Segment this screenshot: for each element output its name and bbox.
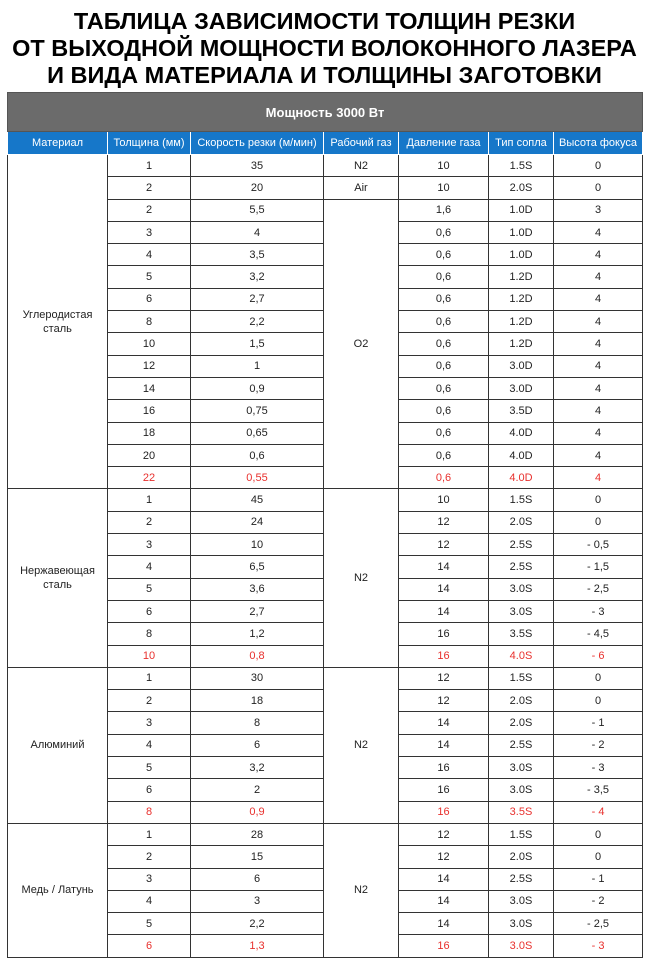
thickness-cell: 6 bbox=[108, 288, 191, 310]
pressure-cell: 0,6 bbox=[399, 266, 489, 288]
thickness-cell: 6 bbox=[108, 600, 191, 622]
col-header-gas: Рабочий газ bbox=[324, 132, 399, 155]
title-line-3: И ВИДА МАТЕРИАЛА И ТОЛЩИНЫ ЗАГОТОВКИ bbox=[47, 62, 602, 88]
title-line-2: ОТ ВЫХОДНОЙ МОЩНОСТИ ВОЛОКОННОГО ЛАЗЕРА bbox=[12, 35, 637, 61]
thickness-cell: 3 bbox=[108, 868, 191, 890]
focus-cell: 0 bbox=[554, 846, 643, 868]
thickness-cell: 8 bbox=[108, 623, 191, 645]
speed-cell: 2 bbox=[191, 779, 324, 801]
material-label-line: Нержавеющая bbox=[20, 565, 95, 578]
column-header-row bbox=[8, 132, 643, 155]
thickness-cell: 10 bbox=[108, 333, 191, 355]
nozzle-cell: 1.0D bbox=[489, 199, 554, 221]
nozzle-cell: 1.5S bbox=[489, 155, 554, 177]
speed-cell: 1,2 bbox=[191, 623, 324, 645]
focus-cell: 3 bbox=[554, 199, 643, 221]
power-label: Мощность 3000 Вт bbox=[8, 93, 643, 132]
nozzle-cell: 3.0S bbox=[489, 600, 554, 622]
pressure-cell: 16 bbox=[399, 935, 489, 957]
material-label-line: сталь bbox=[43, 579, 72, 592]
focus-cell: - 3 bbox=[554, 600, 643, 622]
speed-cell: 1,5 bbox=[191, 333, 324, 355]
nozzle-cell: 1.0D bbox=[489, 221, 554, 243]
gas-cell: N2 bbox=[324, 823, 399, 957]
pressure-cell: 0,6 bbox=[399, 422, 489, 444]
gas-cell: N2 bbox=[324, 155, 399, 177]
material-label-line: сталь bbox=[43, 322, 72, 335]
pressure-cell: 16 bbox=[399, 779, 489, 801]
focus-cell: 4 bbox=[554, 221, 643, 243]
speed-cell: 5,5 bbox=[191, 199, 324, 221]
speed-cell: 35 bbox=[191, 155, 324, 177]
pressure-cell: 0,6 bbox=[399, 221, 489, 243]
power-header-row bbox=[8, 93, 643, 132]
speed-cell: 0,6 bbox=[191, 444, 324, 466]
speed-cell: 0,55 bbox=[191, 467, 324, 489]
pressure-cell: 16 bbox=[399, 645, 489, 667]
nozzle-cell: 4.0S bbox=[489, 645, 554, 667]
nozzle-cell: 3.5D bbox=[489, 400, 554, 422]
thickness-cell: 1 bbox=[108, 667, 191, 689]
thickness-cell: 4 bbox=[108, 244, 191, 266]
speed-cell: 3,5 bbox=[191, 244, 324, 266]
speed-cell: 6,5 bbox=[191, 556, 324, 578]
focus-cell: 4 bbox=[554, 333, 643, 355]
pressure-cell: 0,6 bbox=[399, 355, 489, 377]
table-body bbox=[8, 155, 643, 958]
gas-cell: N2 bbox=[324, 489, 399, 667]
thickness-cell: 6 bbox=[108, 779, 191, 801]
focus-cell: - 3 bbox=[554, 935, 643, 957]
focus-cell: - 1,5 bbox=[554, 556, 643, 578]
nozzle-cell: 3.0S bbox=[489, 779, 554, 801]
speed-cell: 0,9 bbox=[191, 801, 324, 823]
focus-cell: 4 bbox=[554, 444, 643, 466]
nozzle-cell: 3.0D bbox=[489, 355, 554, 377]
nozzle-cell: 2.0S bbox=[489, 177, 554, 199]
thickness-cell: 2 bbox=[108, 177, 191, 199]
speed-cell: 3,2 bbox=[191, 757, 324, 779]
speed-cell: 3,2 bbox=[191, 266, 324, 288]
pressure-cell: 14 bbox=[399, 734, 489, 756]
nozzle-cell: 1.2D bbox=[489, 311, 554, 333]
col-header-pressure: Давление газа bbox=[399, 132, 489, 155]
nozzle-cell: 2.0S bbox=[489, 846, 554, 868]
focus-cell: 4 bbox=[554, 377, 643, 399]
focus-cell: 4 bbox=[554, 355, 643, 377]
focus-cell: 4 bbox=[554, 266, 643, 288]
speed-cell: 2,7 bbox=[191, 288, 324, 310]
speed-cell: 0,65 bbox=[191, 422, 324, 444]
thickness-cell: 5 bbox=[108, 913, 191, 935]
material-cell bbox=[8, 155, 108, 489]
table-row bbox=[8, 667, 643, 689]
thickness-cell: 5 bbox=[108, 578, 191, 600]
pressure-cell: 12 bbox=[399, 846, 489, 868]
pressure-cell: 12 bbox=[399, 823, 489, 845]
gas-cell: Air bbox=[324, 177, 399, 199]
material-label-line: Медь / Латунь bbox=[21, 884, 94, 897]
thickness-cell: 3 bbox=[108, 221, 191, 243]
nozzle-cell: 2.5S bbox=[489, 556, 554, 578]
pressure-cell: 10 bbox=[399, 155, 489, 177]
pressure-cell: 12 bbox=[399, 690, 489, 712]
thickness-cell: 4 bbox=[108, 734, 191, 756]
cutting-table bbox=[7, 92, 643, 958]
thickness-cell: 18 bbox=[108, 422, 191, 444]
thickness-cell: 2 bbox=[108, 199, 191, 221]
focus-cell: 4 bbox=[554, 422, 643, 444]
nozzle-cell: 1.2D bbox=[489, 333, 554, 355]
focus-cell: 4 bbox=[554, 288, 643, 310]
pressure-cell: 12 bbox=[399, 511, 489, 533]
thickness-cell: 1 bbox=[108, 489, 191, 511]
thickness-cell: 3 bbox=[108, 712, 191, 734]
speed-cell: 4 bbox=[191, 221, 324, 243]
thickness-cell: 8 bbox=[108, 801, 191, 823]
pressure-cell: 0,6 bbox=[399, 311, 489, 333]
gas-cell: O2 bbox=[324, 199, 399, 489]
nozzle-cell: 1.5S bbox=[489, 823, 554, 845]
nozzle-cell: 3.0S bbox=[489, 935, 554, 957]
speed-cell: 28 bbox=[191, 823, 324, 845]
focus-cell: - 4,5 bbox=[554, 623, 643, 645]
col-header-thickness: Толщина (мм) bbox=[108, 132, 191, 155]
pressure-cell: 1,6 bbox=[399, 199, 489, 221]
thickness-cell: 20 bbox=[108, 444, 191, 466]
nozzle-cell: 2.5S bbox=[489, 534, 554, 556]
speed-cell: 6 bbox=[191, 734, 324, 756]
pressure-cell: 14 bbox=[399, 868, 489, 890]
thickness-cell: 10 bbox=[108, 645, 191, 667]
focus-cell: - 2,5 bbox=[554, 578, 643, 600]
pressure-cell: 0,6 bbox=[399, 377, 489, 399]
speed-cell: 2,2 bbox=[191, 311, 324, 333]
table-container bbox=[7, 92, 642, 958]
thickness-cell: 16 bbox=[108, 400, 191, 422]
pressure-cell: 0,6 bbox=[399, 244, 489, 266]
focus-cell: - 2 bbox=[554, 890, 643, 912]
focus-cell: 0 bbox=[554, 690, 643, 712]
pressure-cell: 10 bbox=[399, 489, 489, 511]
nozzle-cell: 1.5S bbox=[489, 489, 554, 511]
focus-cell: 0 bbox=[554, 823, 643, 845]
col-header-speed: Скорость резки (м/мин) bbox=[191, 132, 324, 155]
nozzle-cell: 4.0D bbox=[489, 467, 554, 489]
nozzle-cell: 3.0S bbox=[489, 757, 554, 779]
focus-cell: 0 bbox=[554, 155, 643, 177]
focus-cell: 4 bbox=[554, 467, 643, 489]
focus-cell: - 3,5 bbox=[554, 779, 643, 801]
col-header-nozzle: Тип сопла bbox=[489, 132, 554, 155]
nozzle-cell: 3.0S bbox=[489, 890, 554, 912]
nozzle-cell: 3.5S bbox=[489, 623, 554, 645]
pressure-cell: 12 bbox=[399, 534, 489, 556]
pressure-cell: 0,6 bbox=[399, 444, 489, 466]
pressure-cell: 0,6 bbox=[399, 467, 489, 489]
speed-cell: 20 bbox=[191, 177, 324, 199]
speed-cell: 0,9 bbox=[191, 377, 324, 399]
material-cell bbox=[8, 489, 108, 667]
focus-cell: - 3 bbox=[554, 757, 643, 779]
pressure-cell: 0,6 bbox=[399, 333, 489, 355]
focus-cell: - 2,5 bbox=[554, 913, 643, 935]
thickness-cell: 4 bbox=[108, 890, 191, 912]
nozzle-cell: 2.5S bbox=[489, 734, 554, 756]
table-row bbox=[8, 489, 643, 511]
focus-cell: 4 bbox=[554, 400, 643, 422]
material-cell bbox=[8, 667, 108, 823]
focus-cell: - 6 bbox=[554, 645, 643, 667]
material-label-line: Алюминий bbox=[30, 739, 85, 752]
focus-cell: - 0,5 bbox=[554, 534, 643, 556]
thickness-cell: 5 bbox=[108, 757, 191, 779]
thickness-cell: 4 bbox=[108, 556, 191, 578]
focus-cell: - 4 bbox=[554, 801, 643, 823]
pressure-cell: 16 bbox=[399, 623, 489, 645]
nozzle-cell: 3.0S bbox=[489, 578, 554, 600]
speed-cell: 24 bbox=[191, 511, 324, 533]
thickness-cell: 1 bbox=[108, 823, 191, 845]
pressure-cell: 0,6 bbox=[399, 288, 489, 310]
thickness-cell: 8 bbox=[108, 311, 191, 333]
document-title bbox=[0, 0, 649, 89]
speed-cell: 3 bbox=[191, 890, 324, 912]
material-label-line: Углеродистая bbox=[22, 308, 93, 321]
focus-cell: 4 bbox=[554, 311, 643, 333]
speed-cell: 0,8 bbox=[191, 645, 324, 667]
speed-cell: 0,75 bbox=[191, 400, 324, 422]
speed-cell: 8 bbox=[191, 712, 324, 734]
pressure-cell: 14 bbox=[399, 712, 489, 734]
thickness-cell: 2 bbox=[108, 511, 191, 533]
speed-cell: 3,6 bbox=[191, 578, 324, 600]
speed-cell: 1 bbox=[191, 355, 324, 377]
pressure-cell: 14 bbox=[399, 578, 489, 600]
col-header-material: Материал bbox=[8, 132, 108, 155]
pressure-cell: 16 bbox=[399, 757, 489, 779]
table-row bbox=[8, 823, 643, 845]
speed-cell: 18 bbox=[191, 690, 324, 712]
pressure-cell: 12 bbox=[399, 667, 489, 689]
nozzle-cell: 1.0D bbox=[489, 244, 554, 266]
nozzle-cell: 1.2D bbox=[489, 266, 554, 288]
col-header-focus: Высота фокуса bbox=[554, 132, 643, 155]
pressure-cell: 14 bbox=[399, 600, 489, 622]
focus-cell: - 1 bbox=[554, 712, 643, 734]
speed-cell: 10 bbox=[191, 534, 324, 556]
pressure-cell: 14 bbox=[399, 913, 489, 935]
thickness-cell: 2 bbox=[108, 846, 191, 868]
pressure-cell: 14 bbox=[399, 890, 489, 912]
pressure-cell: 16 bbox=[399, 801, 489, 823]
focus-cell: 0 bbox=[554, 667, 643, 689]
nozzle-cell: 2.0S bbox=[489, 712, 554, 734]
thickness-cell: 2 bbox=[108, 690, 191, 712]
nozzle-cell: 2.0S bbox=[489, 690, 554, 712]
table-row bbox=[8, 155, 643, 177]
nozzle-cell: 1.5S bbox=[489, 667, 554, 689]
speed-cell: 1,3 bbox=[191, 935, 324, 957]
focus-cell: - 1 bbox=[554, 868, 643, 890]
nozzle-cell: 1.2D bbox=[489, 288, 554, 310]
nozzle-cell: 4.0D bbox=[489, 444, 554, 466]
speed-cell: 2,7 bbox=[191, 600, 324, 622]
thickness-cell: 22 bbox=[108, 467, 191, 489]
pressure-cell: 0,6 bbox=[399, 400, 489, 422]
material-cell bbox=[8, 823, 108, 957]
thickness-cell: 6 bbox=[108, 935, 191, 957]
focus-cell: 0 bbox=[554, 511, 643, 533]
speed-cell: 2,2 bbox=[191, 913, 324, 935]
thickness-cell: 12 bbox=[108, 355, 191, 377]
thickness-cell: 5 bbox=[108, 266, 191, 288]
title-line-1: ТАБЛИЦА ЗАВИСИМОСТИ ТОЛЩИН РЕЗКИ bbox=[73, 8, 576, 34]
nozzle-cell: 3.0S bbox=[489, 913, 554, 935]
speed-cell: 45 bbox=[191, 489, 324, 511]
nozzle-cell: 3.0D bbox=[489, 377, 554, 399]
focus-cell: - 2 bbox=[554, 734, 643, 756]
speed-cell: 15 bbox=[191, 846, 324, 868]
thickness-cell: 14 bbox=[108, 377, 191, 399]
pressure-cell: 14 bbox=[399, 556, 489, 578]
focus-cell: 0 bbox=[554, 489, 643, 511]
focus-cell: 0 bbox=[554, 177, 643, 199]
nozzle-cell: 4.0D bbox=[489, 422, 554, 444]
thickness-cell: 1 bbox=[108, 155, 191, 177]
pressure-cell: 10 bbox=[399, 177, 489, 199]
speed-cell: 6 bbox=[191, 868, 324, 890]
gas-cell: N2 bbox=[324, 667, 399, 823]
focus-cell: 4 bbox=[554, 244, 643, 266]
nozzle-cell: 2.0S bbox=[489, 511, 554, 533]
speed-cell: 30 bbox=[191, 667, 324, 689]
nozzle-cell: 2.5S bbox=[489, 868, 554, 890]
nozzle-cell: 3.5S bbox=[489, 801, 554, 823]
thickness-cell: 3 bbox=[108, 534, 191, 556]
